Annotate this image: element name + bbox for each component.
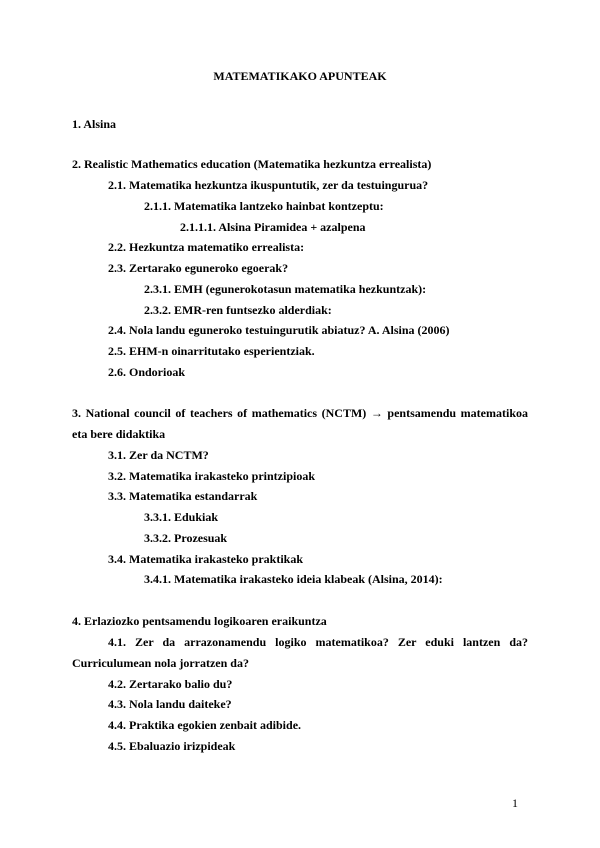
section-4-1-line1: 4.1. Zer da arrazonamendu logiko matematikoa? Zer eduki lantzen da? (108, 635, 528, 649)
page-number: 1 (512, 796, 518, 810)
section-2-1-1-1: 2.1.1.1. Alsina Piramidea + azalpena (180, 220, 366, 234)
section-2-5: 2.5. EHM-n oinarritutako esperientziak. (108, 344, 315, 358)
section-1-heading: 1. Alsina (72, 117, 117, 131)
section-2-1-1: 2.1.1. Matematika lantzeko hainbat kontzeptu: (144, 199, 384, 213)
section-4-2: 4.2. Zertarako balio du? (108, 677, 233, 691)
section-2-4: 2.4. Nola landu eguneroko testuingurutik abiatuz? A. Alsina (2006) (108, 323, 450, 337)
section-2-1: 2.1. Matematika hezkuntza ikuspuntutik, zer da testuingurua? (108, 178, 429, 192)
section-4-1-line2: Curriculumean nola jorratzen da? (72, 656, 249, 670)
section-2-3-1: 2.3.1. EMH (egunerokotasun matematika hezkuntzak): (144, 282, 427, 296)
section-3-2: 3.2. Matematika irakasteko printzipioak (108, 469, 315, 483)
section-3-3-2: 3.3.2. Prozesuak (144, 531, 228, 545)
section-2-3-2: 2.3.2. EMR-ren funtsezko alderdiak: (144, 303, 332, 317)
section-3-3-1: 3.3.1. Edukiak (144, 510, 219, 524)
section-3-heading-line2: eta bere didaktika (72, 427, 166, 441)
section-2-6: 2.6. Ondorioak (108, 365, 186, 379)
section-2-heading: 2. Realistic Mathematics education (Matematika hezkuntza errealista) (72, 157, 432, 171)
section-2-2: 2.2. Hezkuntza matematiko errealista: (108, 240, 305, 254)
section-3-4-1: 3.4.1. Matematika irakasteko ideia klabeak (Alsina, 2014): (144, 572, 443, 586)
section-4-4: 4.4. Praktika egokien zenbait adibide. (108, 718, 302, 732)
section-4-5: 4.5. Ebaluazio irizpideak (108, 739, 236, 753)
section-3-heading-line1: 3. National council of teachers of mathematics (NCTM) → pentsamendu matematikoa (72, 406, 528, 420)
section-3-1: 3.1. Zer da NCTM? (108, 448, 209, 462)
section-4-heading: 4. Erlaziozko pentsamendu logikoaren eraikuntza (72, 614, 327, 628)
section-3-4: 3.4. Matematika irakasteko praktikak (108, 552, 303, 566)
page-title: MATEMATIKAKO APUNTEAK (213, 69, 387, 83)
section-4-3: 4.3. Nola landu daiteke? (108, 697, 232, 711)
section-2-3: 2.3. Zertarako eguneroko egoerak? (108, 261, 289, 275)
section-3-3: 3.3. Matematika estandarrak (108, 489, 258, 503)
